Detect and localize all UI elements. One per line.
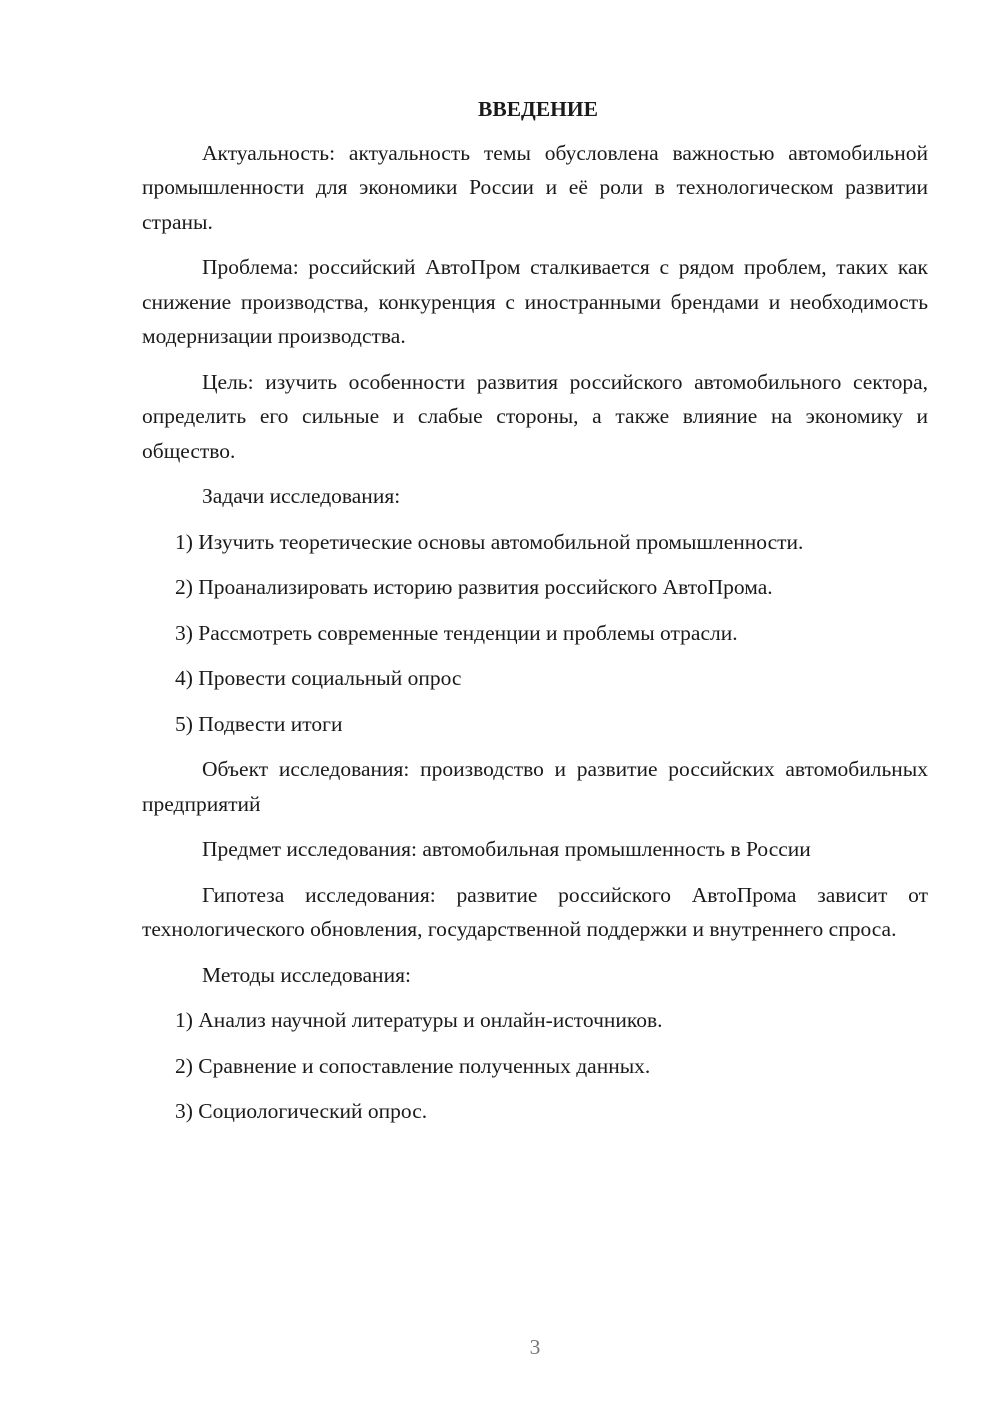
page-number: 3 (529, 1335, 541, 1359)
list-item: 1) Изучить теоретические основы автомобильной промышленности. (175, 529, 804, 554)
subject-paragraph: Предмет исследования: автомобильная промышленность в России (202, 837, 811, 861)
section-title: ВВЕДЕНИЕ (478, 97, 598, 121)
methods-list (142, 1003, 928, 1129)
list-item: 3) Социологический опрос. (175, 1099, 428, 1123)
relevance-paragraph: Актуальность: актуальность темы обусловлена важностью автомобильной промышленности для экономики России и её роли в технологическом развитии страны. (142, 140, 928, 234)
goal-paragraph: Цель: изучить особенности развития российского автомобильного сектора, определить его сильные и слабые стороны, а также влияние на экономику и общество. (142, 369, 928, 463)
list-item: 4) Провести социальный опрос (175, 666, 462, 690)
problem-paragraph: Проблема: российский АвтоПром сталкивается с рядом проблем, таких как снижение производства, конкуренция с иностранными брендами и необходимость модернизации производства. (142, 255, 928, 348)
tasks-list (142, 525, 928, 742)
hypothesis-paragraph: Гипотеза исследования: развитие российского АвтоПрома зависит от технологического обновления, государственной поддержки и внутреннего спроса. (142, 882, 928, 941)
tasks-heading: Задачи исследования: (202, 484, 401, 508)
methods-heading: Методы исследования: (202, 962, 411, 987)
list-item: 5) Подвести итоги (175, 711, 343, 736)
object-paragraph: Объект исследования: производство и развитие российских автомобильных предприятий (142, 757, 928, 816)
list-item: 2) Сравнение и сопоставление полученных данных. (175, 1053, 651, 1078)
list-item: 3) Рассмотреть современные тенденции и проблемы отрасли. (175, 620, 738, 645)
list-item: 2) Проанализировать историю развития российского АвтоПрома. (175, 575, 773, 599)
list-item: 1) Анализ научной литературы и онлайн-источников. (175, 1008, 663, 1032)
